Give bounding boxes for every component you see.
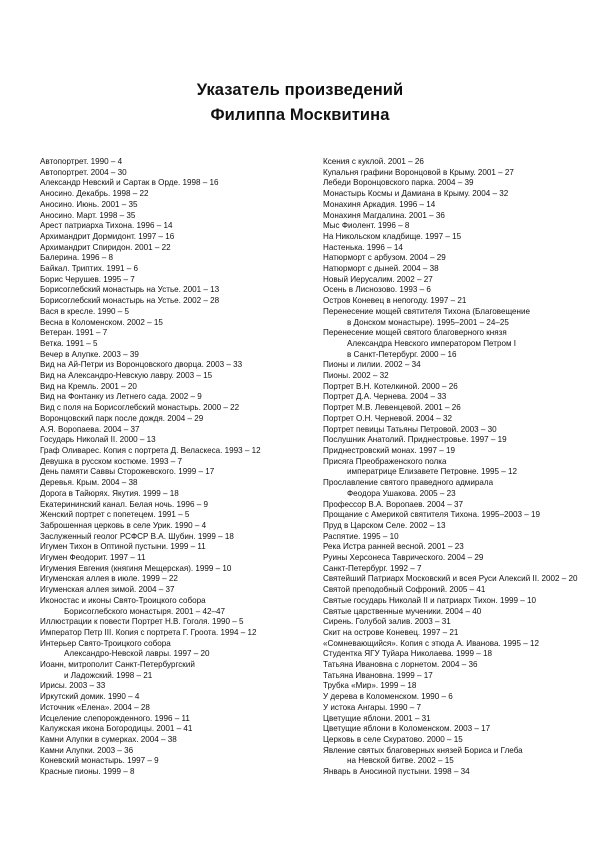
index-entry — [40, 756, 310, 767]
index-entry — [40, 392, 310, 403]
entry-continuation-line: в Донском монастыре). 1995–2001 – 24–25 — [347, 317, 509, 327]
index-entry — [40, 574, 310, 585]
index-entry — [323, 478, 585, 499]
entry-line: Красные пионы. 1999 – 8 — [40, 767, 135, 777]
index-entry — [40, 724, 310, 735]
index-entry — [323, 435, 585, 446]
entry-line: Студентка ЯГУ Туйара Николаева. 1999 – 18 — [323, 649, 492, 659]
index-entry — [323, 532, 585, 543]
index-entry — [40, 553, 310, 564]
entry-line: Иконостас и иконы Свято-Троицкого собора — [40, 595, 206, 605]
index-entry — [40, 371, 310, 382]
index-entry — [40, 425, 310, 436]
entry-line: Александр Невский и Сартак в Орде. 1998 – 16 — [40, 178, 219, 188]
entry-line: Женский портрет с попетецем. 1991 – 5 — [40, 510, 190, 520]
index-entry — [40, 617, 310, 628]
index-entry — [323, 264, 585, 275]
entry-line: Аносино. Март. 1998 – 35 — [40, 210, 136, 220]
entry-line: Граф Оливарес. Копия с портрета Д. Веласкеса. 1993 – 12 — [40, 445, 261, 455]
entry-line: Борисоглебский монастырь на Устье. 2001 – 13 — [40, 285, 220, 295]
index-entry — [323, 746, 585, 767]
entry-line: Цветущие яблони. 2001 – 31 — [323, 713, 431, 723]
entry-line: Деревья. Крым. 2004 – 38 — [40, 478, 138, 488]
index-entry — [40, 414, 310, 425]
index-entry — [40, 318, 310, 329]
index-entry — [323, 360, 585, 371]
entry-line: Борисоглебский монастырь на Устье. 2002 – 28 — [40, 296, 220, 306]
entry-line: Иоанн, митрополит Санкт-Петербургский — [40, 660, 195, 670]
entry-line: Вид на Ай-Петри из Воронцовского дворца. 2003 – 33 — [40, 360, 243, 370]
entry-line: Река Истра ранней весной. 2001 – 23 — [323, 542, 464, 552]
entry-line: Игуменская аллея зимой. 2004 – 37 — [40, 585, 175, 595]
entry-line: Вася в кресле. 1990 – 5 — [40, 306, 129, 316]
entry-line: Трубка «Мир». 1999 – 18 — [323, 681, 417, 691]
entry-line: Татьяна Ивановна. 1999 – 17 — [323, 670, 433, 680]
entry-line: Пионы и лилии. 2002 – 34 — [323, 360, 421, 370]
index-entry — [40, 542, 310, 553]
index-entry — [40, 243, 310, 254]
index-entry — [40, 285, 310, 296]
entry-line: Скит на острове Коневец. 1997 – 21 — [323, 627, 459, 637]
entry-line: Монахиня Аркадия. 1996 – 14 — [323, 199, 436, 209]
entry-line: Руины Херсонеса Таврического. 2004 – 29 — [323, 553, 484, 563]
entry-line: Вид на Фонтанку из Летнего сада. 2002 – 9 — [40, 392, 202, 402]
entry-line: Иллюстрации к повести Портрет Н.В. Гоголя. 1990 – 5 — [40, 617, 244, 627]
index-right-column — [323, 157, 585, 778]
index-entry — [323, 275, 585, 286]
entry-line: Татьяна Ивановна с лорнетом. 2004 – 36 — [323, 660, 478, 670]
index-entry — [323, 296, 585, 307]
entry-line: Камни Алупки в сумерках. 2004 – 38 — [40, 734, 177, 744]
entry-line: Осень в Лиснозово. 1993 – 6 — [323, 285, 431, 295]
index-entry — [40, 350, 310, 361]
index-entry — [40, 264, 310, 275]
index-entry — [323, 232, 585, 243]
entry-line: Портрет О.Н. Черневой. 2004 – 32 — [323, 413, 453, 423]
index-entry — [323, 446, 585, 457]
index-entry — [323, 307, 585, 328]
index-entry — [323, 371, 585, 382]
index-entry — [323, 574, 585, 585]
title-line-2: Филиппа Москвитина — [210, 106, 390, 124]
index-entry — [40, 735, 310, 746]
title-line-1: Указатель произведений — [196, 81, 404, 99]
entry-line: Послушник Анатолий. Приднестровье. 1997 – 19 — [323, 435, 507, 445]
entry-line: Присяга Преображенского полка — [323, 456, 447, 466]
index-entry — [323, 692, 585, 703]
entry-line: Источник «Елена». 2004 – 28 — [40, 702, 150, 712]
entry-line: Ветеран. 1991 – 7 — [40, 328, 108, 338]
index-entry — [323, 671, 585, 682]
entry-line: А.Я. Воропаева. 2004 – 37 — [40, 424, 140, 434]
index-entry — [40, 767, 310, 778]
entry-line: Заброшенная церковь в селе Урик. 1990 – 4 — [40, 520, 207, 530]
index-entry — [40, 296, 310, 307]
entry-line: Интерьер Свято-Троицкого собора — [40, 638, 171, 648]
index-entry — [323, 457, 585, 478]
entry-line: Балерина. 1996 – 8 — [40, 253, 114, 263]
entry-line: Профессор В.А. Воропаев. 2004 – 37 — [323, 499, 464, 509]
entry-line: Мыс Фиолент. 1996 – 8 — [323, 221, 410, 231]
entry-continuation-line: в Санкт-Петербург. 2000 – 16 — [347, 349, 457, 359]
index-entry — [40, 564, 310, 575]
index-entry — [40, 328, 310, 339]
index-entry — [323, 403, 585, 414]
entry-line: Иркутский домик. 1990 – 4 — [40, 692, 140, 702]
entry-line: Церковь в селе Скуратово. 2000 – 15 — [323, 734, 463, 744]
entry-line: Распятие. 1995 – 10 — [323, 531, 399, 541]
entry-line: Аносино. Декабрь. 1998 – 22 — [40, 189, 149, 199]
index-entry — [40, 628, 310, 639]
entry-line: «Сомневающийся». Копия с этюда А. Иванова. 1995 – 12 — [323, 638, 539, 648]
entry-line: Сирень. Голубой залив. 2003 – 31 — [323, 617, 451, 627]
index-entry — [323, 703, 585, 714]
entry-line: Воронцовский парк после дождя. 2004 – 29 — [40, 413, 204, 423]
index-entry — [323, 382, 585, 393]
index-entry — [323, 607, 585, 618]
entry-line: Екатерининский канал. Белая ночь. 1996 – 9 — [40, 499, 208, 509]
entry-line: Борис Черушев. 1995 – 7 — [40, 274, 135, 284]
entry-line: Игуменская аллея в июле. 1999 – 22 — [40, 574, 178, 584]
entry-line: Император Петр III. Копия с портрета Г. Гроота. 1994 – 12 — [40, 627, 257, 637]
entry-line: Вид на Кремль. 2001 – 20 — [40, 381, 137, 391]
index-entry — [40, 360, 310, 371]
entry-line: Архимандрит Спиридон. 2001 – 22 — [40, 242, 171, 252]
index-entry — [40, 307, 310, 318]
index-entry — [40, 692, 310, 703]
index-entry — [40, 382, 310, 393]
entry-line: Натюрморт с арбузом. 2004 – 29 — [323, 253, 446, 263]
index-entry — [323, 553, 585, 564]
entry-line: Перенесение мощей святителя Тихона (Благовещение — [323, 306, 531, 316]
entry-line: Остров Коневец в непогоду. 1997 – 21 — [323, 296, 467, 306]
index-entry — [40, 221, 310, 232]
index-entry — [323, 200, 585, 211]
index-entry — [40, 457, 310, 468]
entry-line: Ветка. 1991 – 5 — [40, 338, 98, 348]
index-entry — [323, 724, 585, 735]
entry-line: Монастырь Космы и Дамиана в Крыму. 2004 – 32 — [323, 189, 509, 199]
index-entry — [323, 285, 585, 296]
entry-line: Байкал. Триптих. 1991 – 6 — [40, 264, 138, 274]
entry-line: Аносино. Июнь. 2001 – 35 — [40, 199, 138, 209]
entry-line: Портрет певицы Татьяны Петровой. 2003 – 30 — [323, 424, 497, 434]
entry-line: Святые царственные мученики. 2004 – 40 — [323, 606, 482, 616]
entry-line: Монахиня Магдалина. 2001 – 36 — [323, 210, 445, 220]
entry-line: День памяти Саввы Сторожевского. 1999 – 17 — [40, 467, 215, 477]
index-entry — [40, 660, 310, 681]
index-entry — [40, 275, 310, 286]
index-title — [0, 78, 600, 128]
entry-line: Государь Николай II. 2000 – 13 — [40, 435, 156, 445]
entry-line: Автопортрет. 2004 – 30 — [40, 167, 127, 177]
entry-line: Прощание с Америкой святителя Тихона. 1995–2003 – 19 — [323, 510, 541, 520]
entry-line: Цветущие яблони в Коломенском. 2003 – 17 — [323, 724, 491, 734]
entry-line: Перенесение мощей святого благоверного князя — [323, 328, 507, 338]
index-entry — [323, 392, 585, 403]
index-entry — [40, 500, 310, 511]
index-entry — [40, 403, 310, 414]
index-entry — [323, 617, 585, 628]
entry-line: Прославление святого праведного адмирала — [323, 478, 494, 488]
entry-line: Январь в Аносиной пустыни. 1998 – 34 — [323, 767, 470, 777]
entry-continuation-line: Александро-Невской лавры. 1997 – 20 — [64, 649, 210, 659]
entry-line: Портрет В.Н. Котелкиной. 2000 – 26 — [323, 381, 458, 391]
entry-line: Исцеление слепорожденного. 1996 – 11 — [40, 713, 190, 723]
entry-line: Святейший Патриарх Московский и всея Руси Алексий II. 2002 – 20 — [323, 574, 578, 584]
index-entry — [323, 168, 585, 179]
index-entry — [323, 211, 585, 222]
entry-line: Калужская икона Богородицы. 2001 – 41 — [40, 724, 193, 734]
entry-line: Весна в Коломенском. 2002 – 15 — [40, 317, 163, 327]
entry-line: Портрет М.В. Левенцевой. 2001 – 26 — [323, 403, 461, 413]
index-entry — [323, 253, 585, 264]
entry-line: Вечер в Алупке. 2003 – 39 — [40, 349, 139, 359]
index-entry — [40, 585, 310, 596]
entry-line: Лебеди Воронцовского парка. 2004 – 39 — [323, 178, 474, 188]
entry-line: Ирисы. 2003 – 33 — [40, 681, 106, 691]
index-entry — [323, 681, 585, 692]
index-entry — [323, 542, 585, 553]
index-entry — [323, 596, 585, 607]
index-entry — [40, 200, 310, 211]
index-entry — [40, 189, 310, 200]
index-entry — [40, 232, 310, 243]
index-entry — [323, 649, 585, 660]
index-entry — [323, 189, 585, 200]
entry-line: Купальня графини Воронцовой в Крыму. 2001 – 27 — [323, 167, 514, 177]
index-entry — [40, 435, 310, 446]
entry-line: Игумен Тихон в Оптиной пустыни. 1999 – 11 — [40, 542, 206, 552]
index-entry — [323, 767, 585, 778]
index-entry — [40, 467, 310, 478]
entry-line: Заслуженный геолог РСФСР В.А. Шубин. 1999 – 18 — [40, 531, 234, 541]
entry-continuation-line: и Ладожский. 1998 – 21 — [64, 670, 153, 680]
index-entry — [40, 714, 310, 725]
entry-line: Коневский монастырь. 1997 – 9 — [40, 756, 159, 766]
entry-line: Архимандрит Дормидонт. 1997 – 16 — [40, 231, 175, 241]
entry-line: Новый Иерусалим. 2002 – 27 — [323, 274, 433, 284]
entry-line: Камни Алупки. 2003 – 36 — [40, 745, 134, 755]
index-entry — [323, 328, 585, 360]
index-entry — [40, 168, 310, 179]
entry-continuation-line: Борисоглебского монастыря. 2001 – 42–47 — [64, 606, 226, 616]
index-entry — [323, 500, 585, 511]
index-entry — [323, 157, 585, 168]
index-entry — [323, 414, 585, 425]
index-entry — [40, 478, 310, 489]
entry-line: Явление святых благоверных князей Бориса и Глеба — [323, 745, 523, 755]
index-entry — [40, 178, 310, 189]
index-entry — [40, 521, 310, 532]
entry-line: Вид на Александро-Невскую лавру. 2003 – 15 — [40, 371, 213, 381]
index-entry — [40, 253, 310, 264]
entry-line: Ксения с куклой. 2001 – 26 — [323, 157, 424, 166]
index-entry — [40, 211, 310, 222]
entry-line: Святые государь Николай II и патриарх Тихон. 1999 – 10 — [323, 595, 537, 605]
index-entry — [40, 510, 310, 521]
index-entry — [323, 714, 585, 725]
index-entry — [323, 639, 585, 650]
index-entry — [323, 510, 585, 521]
entry-line: Девушка в русском костюме. 1993 – 7 — [40, 456, 183, 466]
entry-line: Святой преподобный Софроний. 2005 – 41 — [323, 585, 486, 595]
index-entry — [40, 703, 310, 714]
entry-line: На Никольском кладбище. 1997 – 15 — [323, 231, 462, 241]
index-entry — [40, 532, 310, 543]
index-entry — [323, 735, 585, 746]
entry-line: Дорога в Тайюрях. Якутия. 1999 – 18 — [40, 488, 179, 498]
entry-line: Вид с поля на Борисоглебский монастырь. 2000 – 22 — [40, 403, 240, 413]
index-entry — [40, 339, 310, 350]
entry-line: Игумения Евгения (княгиня Мещерская). 1999 – 10 — [40, 563, 232, 573]
entry-line: Приднестровский монах. 1997 – 19 — [323, 445, 455, 455]
index-entry — [323, 243, 585, 254]
index-entry — [323, 178, 585, 189]
index-entry — [40, 596, 310, 617]
index-entry — [40, 489, 310, 500]
entry-line: Портрет Д.А. Чернева. 2004 – 33 — [323, 392, 447, 402]
index-entry — [323, 521, 585, 532]
index-entry — [323, 564, 585, 575]
entry-line: Арест патриарха Тихона. 1996 – 14 — [40, 221, 173, 231]
entry-line: Игумен Феодорит. 1997 – 11 — [40, 553, 146, 563]
index-entry — [323, 585, 585, 596]
index-entry — [323, 628, 585, 639]
index-entry — [40, 681, 310, 692]
entry-line: Санкт-Петербург. 1992 – 7 — [323, 563, 422, 573]
entry-line: У истока Ангары. 1990 – 7 — [323, 702, 422, 712]
entry-line: Пруд в Царском Селе. 2002 – 13 — [323, 520, 446, 530]
entry-continuation-line: императрице Елизавете Петровне. 1995 – 12 — [347, 467, 518, 477]
index-entry — [323, 660, 585, 671]
entry-continuation-line: Феодора Ушакова. 2005 – 23 — [347, 488, 456, 498]
index-entry — [323, 425, 585, 436]
entry-continuation-line: Александра Невского императором Петром I — [347, 338, 517, 348]
index-entry — [40, 157, 310, 168]
index-left-column — [40, 157, 310, 778]
index-entry — [323, 221, 585, 232]
entry-line: Автопортрет. 1990 – 4 — [40, 157, 123, 166]
entry-line: Пионы. 2002 – 32 — [323, 371, 389, 381]
index-entry — [40, 639, 310, 660]
entry-continuation-line: на Невской битве. 2002 – 15 — [347, 756, 454, 766]
index-entry — [40, 746, 310, 757]
index-entry — [40, 446, 310, 457]
entry-line: Настенька. 1996 – 14 — [323, 242, 403, 252]
entry-line: Натюрморт с дыней. 2004 – 38 — [323, 264, 439, 274]
entry-line: У дерева в Коломенском. 1990 – 6 — [323, 692, 453, 702]
